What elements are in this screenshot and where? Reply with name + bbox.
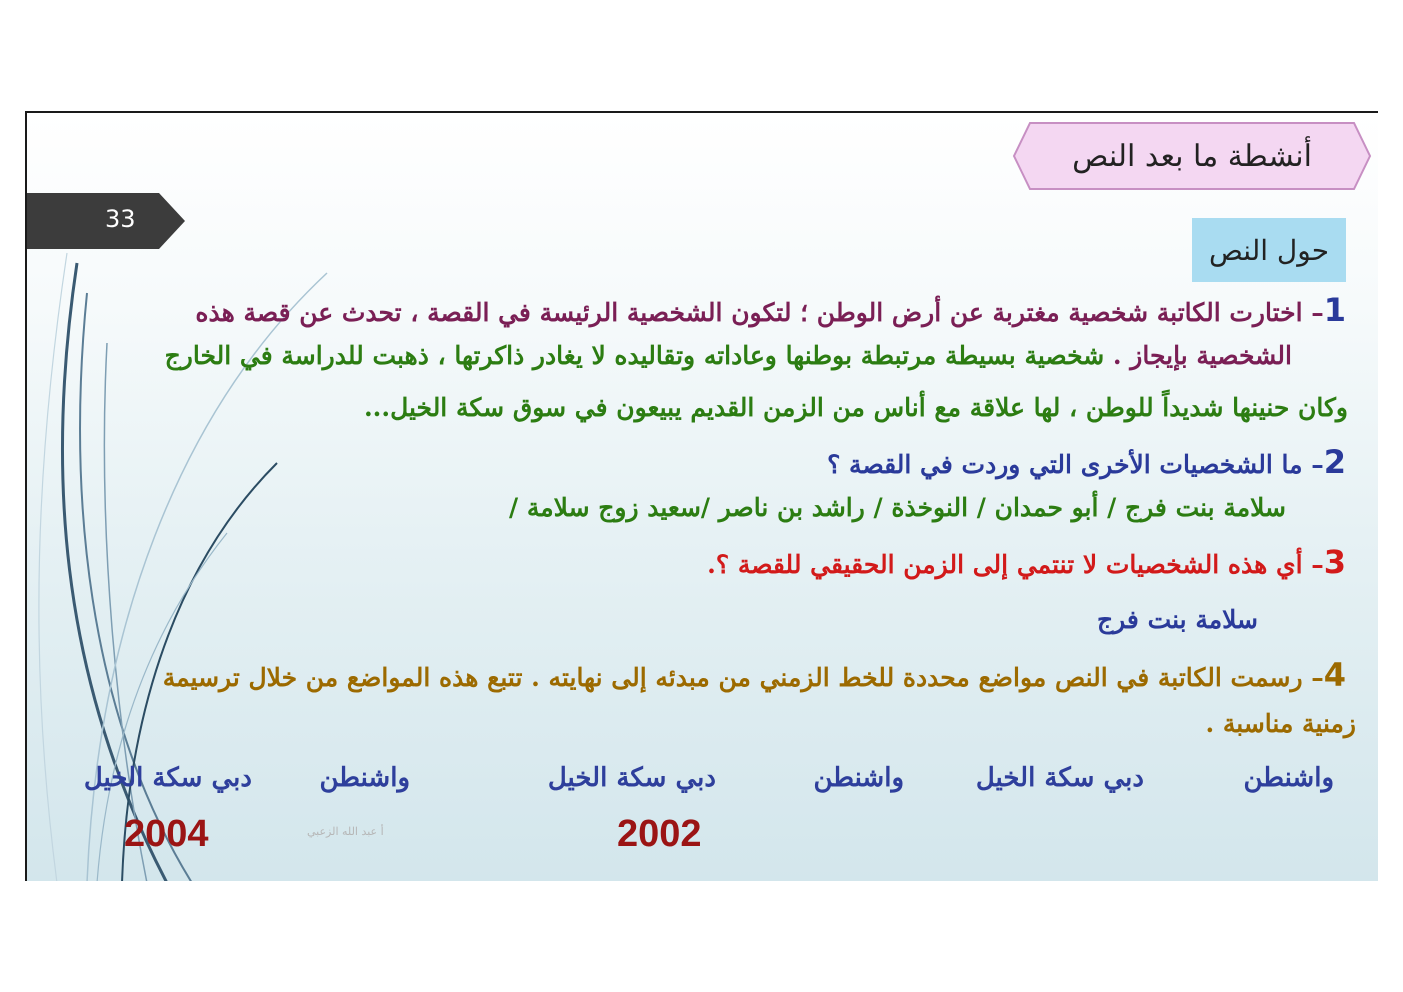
question-3 bbox=[707, 543, 1346, 581]
page-number-tag bbox=[27, 193, 187, 249]
question-1-answer-part-2: وكان حنينها شديداً للوطن ، لها علاقة مع أناس من الزمن القديم يبيعون في سوق سكة الخيل... bbox=[363, 393, 1348, 422]
question-4-line-1 bbox=[163, 656, 1346, 694]
question-2-answer: سلامة بنت فرج / أبو حمدان / النوخذة / راشد بن ناصر /سعيد زوج سلامة / bbox=[509, 493, 1286, 522]
timeline-item-3: واشنطن bbox=[813, 763, 904, 793]
question-4-line-2: زمنية مناسبة . bbox=[1205, 709, 1356, 738]
question-1-number: 1 bbox=[1323, 291, 1346, 329]
timeline-year-2004: 2004 bbox=[124, 813, 209, 855]
slide bbox=[25, 111, 1378, 881]
page-number: 33 bbox=[105, 205, 136, 233]
question-3-answer: سلامة بنت فرج bbox=[1097, 605, 1258, 634]
question-1-text: – اختارت الكاتبة شخصية مغتربة عن أرض الوطن ؛ لتكون الشخصية الرئيسة في القصة ، تحدث عن قصة هذه bbox=[195, 298, 1324, 327]
timeline-item-6: دبي سكة الخيل bbox=[83, 763, 252, 793]
question-1-line-2 bbox=[165, 341, 1292, 370]
question-3-number: 3 bbox=[1323, 543, 1346, 581]
timeline-year-2002: 2002 bbox=[617, 813, 702, 855]
question-4-number: 4 bbox=[1323, 656, 1346, 694]
question-1-answer-part-1: شخصية بسيطة مرتبطة بوطنها وعاداته وتقاليده لا يغادر ذاكرتها ، ذهبت للدراسة في الخارج bbox=[164, 341, 1105, 370]
question-2 bbox=[827, 443, 1346, 481]
timeline-item-4: دبي سكة الخيل bbox=[547, 763, 716, 793]
author-credit: أ عبد الله الزعبي bbox=[307, 825, 384, 838]
slide-title: أنشطة ما بعد النص bbox=[1072, 138, 1312, 174]
question-3-text: – أي هذه الشخصيات لا تنتمي إلى الزمن الحقيقي للقصة ؟. bbox=[707, 550, 1324, 579]
timeline-item-1: واشنطن bbox=[1243, 763, 1334, 793]
question-2-text: – ما الشخصيات الأخرى التي وردت في القصة ؟ bbox=[827, 450, 1324, 479]
timeline-item-5: واشنطن bbox=[319, 763, 410, 793]
timeline-item-2: دبي سكة الخيل bbox=[975, 763, 1144, 793]
question-1-text-end: الشخصية بإيجاز . bbox=[1112, 341, 1292, 370]
slide-title-box bbox=[1012, 121, 1372, 191]
question-2-number: 2 bbox=[1323, 443, 1346, 481]
question-4-text: – رسمت الكاتبة في النص مواضع محددة للخط الزمني من مبدئه إلى نهايته . تتبع هذه المواضع من خلال ترسيمة bbox=[162, 663, 1324, 692]
section-heading: حول النص bbox=[1192, 218, 1346, 282]
question-1-line-1 bbox=[195, 291, 1346, 329]
